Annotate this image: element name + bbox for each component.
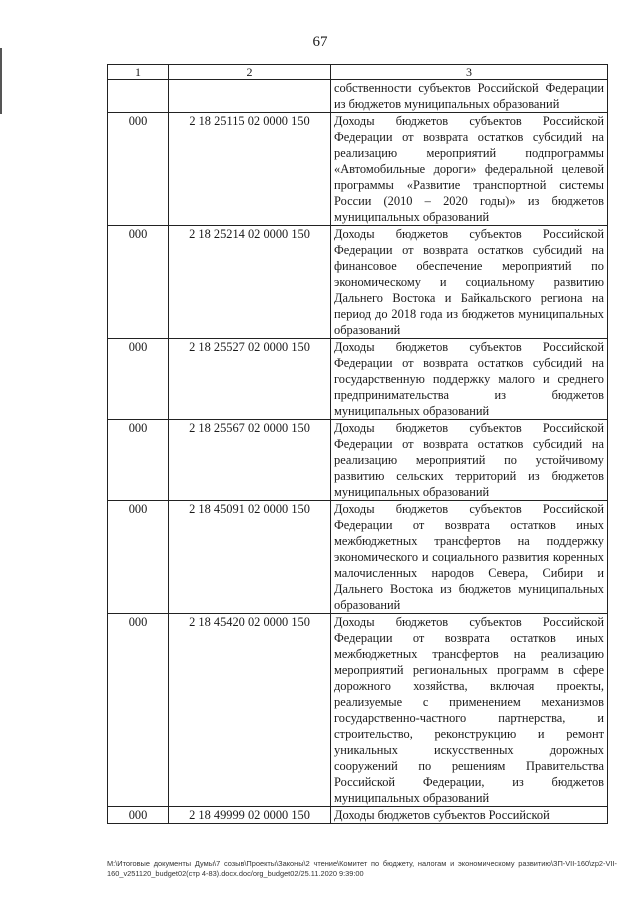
admin-code: 000: [108, 420, 169, 501]
budget-class-code: 2 18 25214 02 0000 150: [169, 226, 331, 339]
income-description: собственности субъектов Российской Федерации из бюджетов муниципальных образований: [331, 80, 608, 113]
table-row: [108, 420, 608, 501]
income-description: Доходы бюджетов субъектов Российской: [331, 807, 608, 824]
budget-class-code: 2 18 45420 02 0000 150: [169, 614, 331, 807]
header-col-3: 3: [331, 65, 608, 80]
admin-code: 000: [108, 501, 169, 614]
table-row: [108, 80, 608, 113]
income-description: Доходы бюджетов субъектов Российской Федерации от возврата остатков субсидий на реализацию мероприятий подпрограммы «Автомобильные дороги» федеральной целевой программы «Развитие транспортной системы России (2010 – 2020 годы)» из бюджетов муниципальных образований: [331, 113, 608, 226]
income-description: Доходы бюджетов субъектов Российской Федерации от возврата остатков субсидий на финансовое обеспечение мероприятий по экономическому и социальному развитию Дальнего Востока и Байкальского региона на период до 2018 года из бюджетов муниципальных образований: [331, 226, 608, 339]
admin-code: [108, 80, 169, 113]
budget-class-code: [169, 80, 331, 113]
budget-class-code: 2 18 25115 02 0000 150: [169, 113, 331, 226]
income-description: Доходы бюджетов субъектов Российской Федерации от возврата остатков иных межбюджетных трансфертов на реализацию мероприятий региональных программ в сфере дорожного хозяйства, включая проекты, реализуемые с применением механизмов государственно-частного партнерства, и строительство, реконструкцию и ремонт уникальных искусственных дорожных сооружений по решениям Правительства Российской Федерации, из бюджетов муниципальных образований: [331, 614, 608, 807]
budget-class-code: 2 18 45091 02 0000 150: [169, 501, 331, 614]
admin-code: 000: [108, 807, 169, 824]
income-description: Доходы бюджетов субъектов Российской Федерации от возврата остатков иных межбюджетных трансфертов на поддержку экономического и социального развития коренных малочисленных народов Севера, Сибири и Дальнего Востока из бюджетов муниципальных образований: [331, 501, 608, 614]
page-number: 67: [312, 34, 328, 50]
header-col-1: 1: [108, 65, 169, 80]
admin-code: 000: [108, 614, 169, 807]
table-row: [108, 614, 608, 807]
table-row: [108, 339, 608, 420]
table-row: [108, 113, 608, 226]
budget-class-code: 2 18 25567 02 0000 150: [169, 420, 331, 501]
admin-code: 000: [108, 113, 169, 226]
document-path-footer: М:\Итоговые документы Думы\7 созыв\Проекты\Законы\2 чтение\Комитет по бюджету, налогам и экономическому развитию\ЗП-VII-160\zp2-VII-160_v251120_budget02(стр 4-83).docx.doc/org_budget02/25.11.2020 9:39:00: [107, 859, 617, 878]
table-header-row: [108, 65, 608, 80]
admin-code: 000: [108, 339, 169, 420]
table-row: [108, 226, 608, 339]
income-description: Доходы бюджетов субъектов Российской Федерации от возврата остатков субсидий на реализацию мероприятий по устойчивому развитию сельских территорий из бюджетов муниципальных образований: [331, 420, 608, 501]
table-row: [108, 807, 608, 824]
table-row: [108, 501, 608, 614]
margin-mark: [0, 48, 2, 114]
header-col-2: 2: [169, 65, 331, 80]
admin-code: 000: [108, 226, 169, 339]
budget-class-code: 2 18 49999 02 0000 150: [169, 807, 331, 824]
income-description: Доходы бюджетов субъектов Российской Федерации от возврата остатков субсидий на государственную поддержку малого и среднего предпринимательства из бюджетов муниципальных образований: [331, 339, 608, 420]
budget-table: [107, 64, 608, 824]
budget-class-code: 2 18 25527 02 0000 150: [169, 339, 331, 420]
